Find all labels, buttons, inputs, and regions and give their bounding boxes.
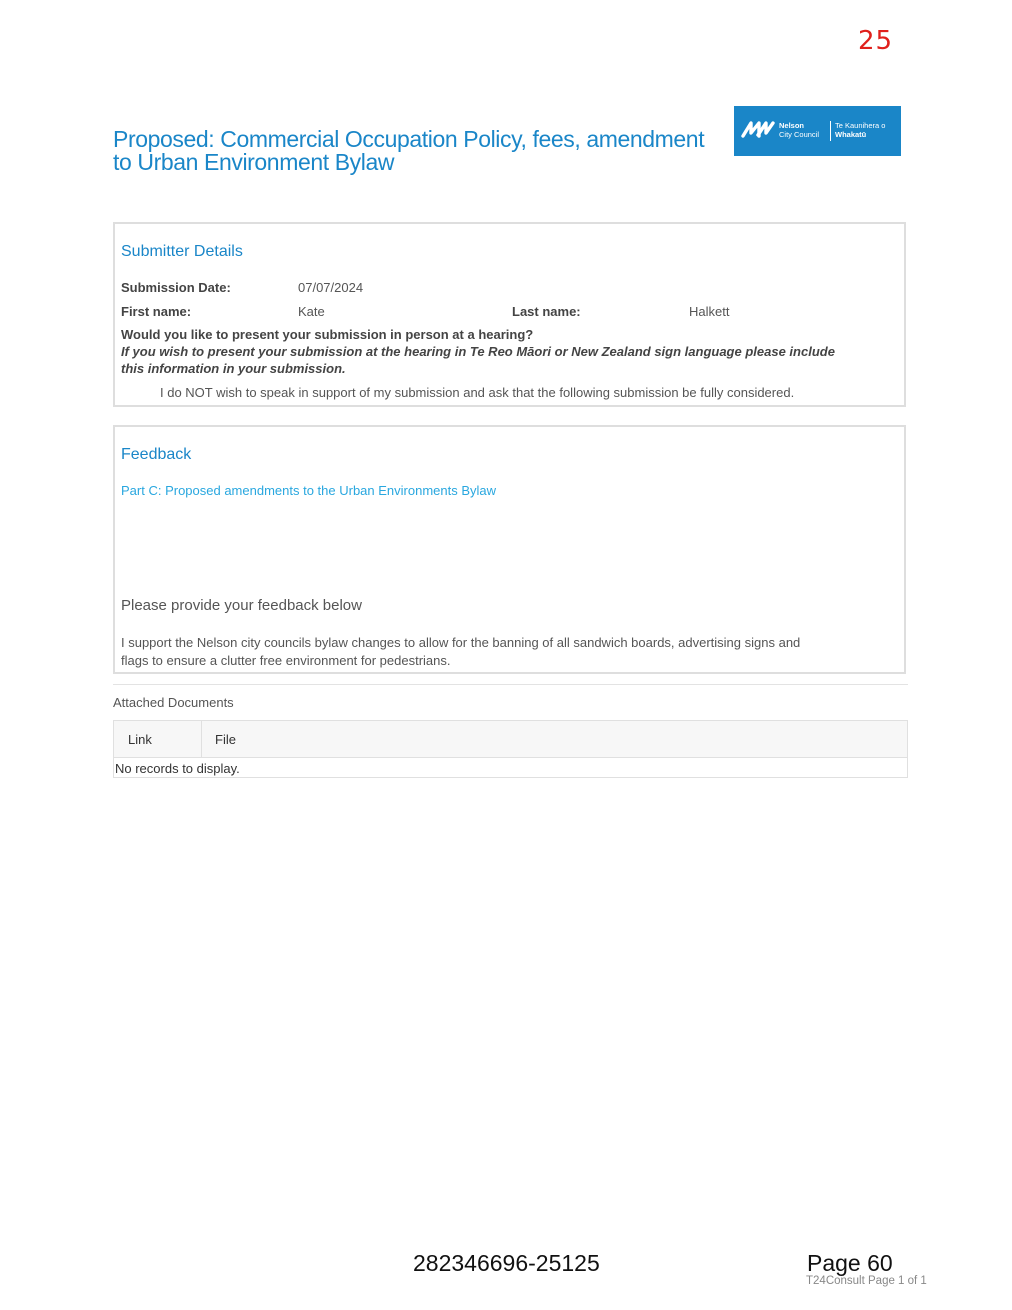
feedback-prompt: Please provide your feedback below bbox=[121, 597, 362, 614]
council-logo-mark-icon bbox=[740, 116, 776, 142]
logo-text-whakatu: Whakatū bbox=[835, 130, 867, 139]
footer-page-number: Page 60 bbox=[807, 1250, 893, 1276]
logo-text-city-council: City Council bbox=[779, 130, 820, 139]
council-logo bbox=[734, 106, 901, 156]
hearing-answer: I do NOT wish to speak in support of my submission and ask that the following submission be fully considered. bbox=[160, 385, 795, 400]
logo-text-te-kaunihera: Te Kaunihera o bbox=[835, 121, 886, 130]
logo-divider bbox=[830, 121, 831, 141]
column-header-link[interactable]: Link bbox=[128, 732, 152, 747]
last-name-label: Last name: bbox=[512, 304, 581, 319]
submission-date-value: 07/07/2024 bbox=[298, 280, 364, 295]
first-name-value: Kate bbox=[298, 304, 325, 319]
page-number: 25 bbox=[858, 26, 894, 56]
hearing-language-note-line2: this information in your submission. bbox=[121, 361, 346, 376]
submitter-details-heading: Submitter Details bbox=[121, 243, 243, 260]
footer-source-text: T24Consult Page 1 of 1 bbox=[806, 1275, 927, 1287]
document-title: Proposed: Commercial Occupation Policy, fees, amendment to Urban Environment Bylaw bbox=[113, 126, 705, 175]
hearing-question: Would you like to present your submission in person at a hearing? bbox=[121, 327, 534, 342]
feedback-heading: Feedback bbox=[121, 446, 192, 463]
logo-text-nelson: Nelson bbox=[779, 121, 805, 130]
attached-documents-table bbox=[113, 720, 908, 778]
part-c-heading: Part C: Proposed amendments to the Urban Environments Bylaw bbox=[121, 483, 497, 498]
first-name-label: First name: bbox=[121, 304, 192, 319]
last-name-value: Halkett bbox=[689, 304, 730, 319]
attached-documents-header bbox=[114, 721, 907, 758]
feedback-text-line1: I support the Nelson city councils bylaw changes to allow for the banning of all sandwich boards, advertising signs and bbox=[121, 635, 801, 650]
hearing-language-note-line1: If you wish to present your submission at the hearing in Te Reo Māori or New Zealand sign language please include bbox=[121, 344, 835, 359]
column-separator bbox=[201, 721, 202, 757]
feedback-text-line2: flags to ensure a clutter free environment for pedestrians. bbox=[121, 653, 451, 668]
feedback-panel bbox=[113, 425, 906, 674]
footer-document-id: 282346696-25125 bbox=[413, 1250, 600, 1276]
section-divider bbox=[113, 684, 908, 685]
column-header-file[interactable]: File bbox=[215, 732, 236, 747]
no-records-message: No records to display. bbox=[115, 761, 240, 776]
attached-documents-title: Attached Documents bbox=[113, 695, 234, 710]
submitter-details-panel bbox=[113, 222, 906, 407]
submission-date-label: Submission Date: bbox=[121, 280, 231, 295]
